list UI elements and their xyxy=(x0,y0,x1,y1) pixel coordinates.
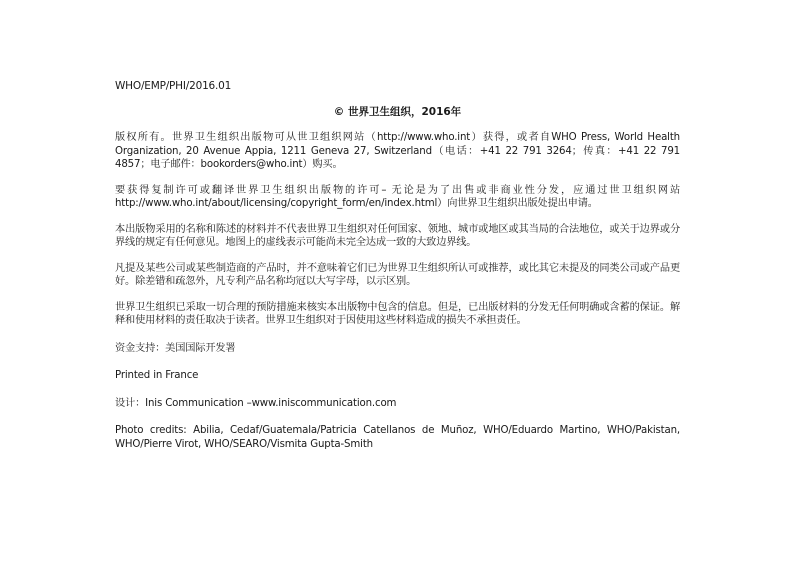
document-code: WHO/EMP/PHI/2016.01 xyxy=(115,80,232,92)
funding-line: 资金支持：美国国际开发署 xyxy=(115,342,236,354)
photo-credits-paragraph: Photo credits: Abilia, Cedaf/Guatemala/Patricia Catellanos de Muñoz, WHO/Eduardo Martino, WHO/Pakistan, WHO/Pierre Virot, WHO/SEARO/Vismita Gupta-Smith xyxy=(115,425,680,450)
printed-in-line: Printed in France xyxy=(115,370,199,381)
companies-disclaimer-paragraph: 凡提及某些公司或某些制造商的产品时，并不意味着它们已为世界卫生组织所认可或推荐，或比其它未提及的同类公司或产品更好。除差错和疏忽外，凡专利产品名称均冠以大写字母，以示区别。 xyxy=(115,262,680,287)
document-page xyxy=(115,79,680,451)
copyright-line: © 世界卫生组织，2016年 xyxy=(333,106,462,118)
liability-disclaimer-paragraph: 世界卫生组织已采取一切合理的预防措施来核实本出版物中包含的信息。但是，已出版材料的分发无任何明确或含蓄的保证。解释和使用材料的责任取决于读者。世界卫生组织对于因使用这些材料造成的损失不承担责任。 xyxy=(115,301,680,326)
designations-disclaimer-paragraph: 本出版物采用的名称和陈述的材料并不代表世界卫生组织对任何国家、领地、城市或地区或其当局的合法地位，或关于边界或分界线的规定有任何意见。地图上的虚线表示可能尚未完全达成一致的大致边界线。 xyxy=(115,223,680,248)
permissions-paragraph: 要获得复制许可或翻译世界卫生组织出版物的许可– 无论是为了出售或非商业性分发，应通过世卫组织网站 http://www.who.int/about/licensing/copyright_form/en/index.html）向世界卫生组织出版处提出申请。 xyxy=(115,184,680,209)
design-credit-line: 设计：Inis Communication –www.iniscommunication.com xyxy=(115,397,397,409)
rights-paragraph: 版权所有。世界卫生组织出版物可从世卫组织网站（http://www.who.int）获得，或者自WHO Press, World Health Organization, 20 Avenue Appia, 1211 Geneva 27, Switzerland（电话：+41 22 791 3264；传真：+41 22 791 4857；电子邮件：bookorders@who.int）购买。 xyxy=(115,132,680,170)
